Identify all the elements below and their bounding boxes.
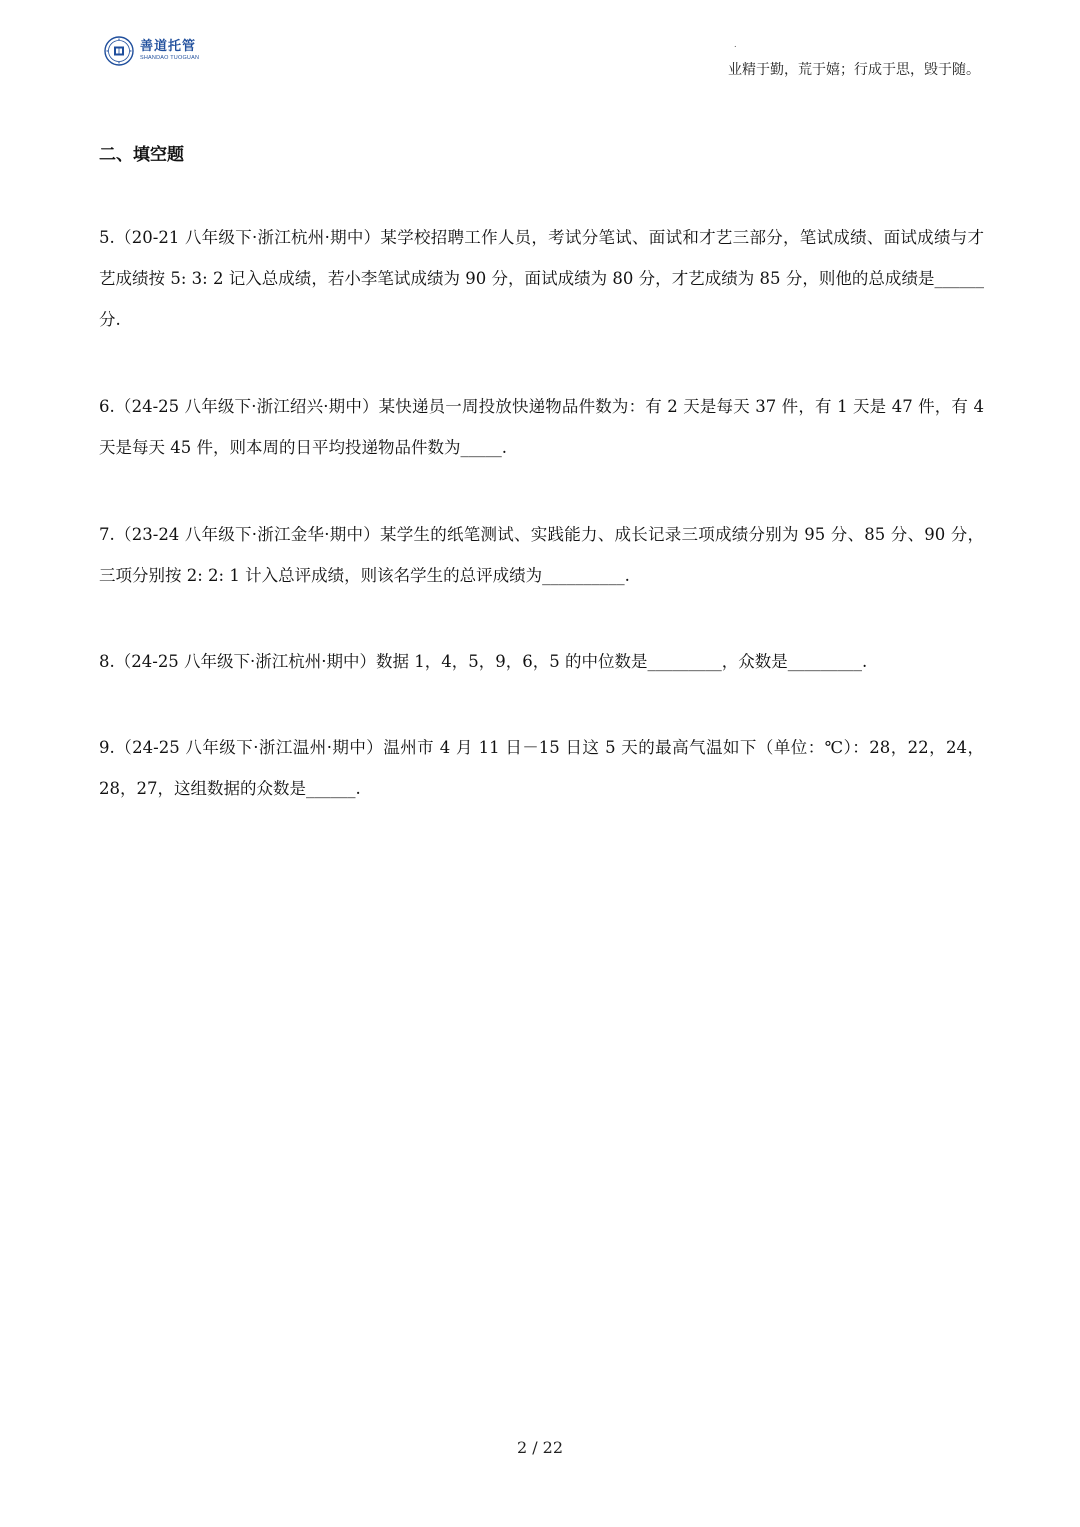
brand-name-english: SHANDAO TUOGUAN: [140, 55, 200, 62]
header-dot: .: [734, 40, 737, 49]
question-6: 6.（24-25 八年级下·浙江绍兴·期中）某快递员一周投放快递物品件数为：有 2 天是每天 37 件，有 1 天是 47 件，有 4 天是每天 45 件，则本周的日平均投递物品件数为_____.: [99, 397, 984, 457]
question-5: 5.（20-21 八年级下·浙江杭州·期中）某学校招聘工作人员，考试分笔试、面试和才艺三部分，笔试成绩、面试成绩与才艺成绩按 5: 3: 2 记入总成绩，若小李笔试成绩为 90 分，面试成绩为 80 分，才艺成绩为 85 分，则他的总成绩是______分.: [99, 228, 984, 329]
header-motto: 业精于勤，荒于嬉；行成于思，毁于随。: [728, 62, 980, 78]
section-title: 二、填空题: [99, 145, 184, 165]
page-number: 2 / 22: [516, 1438, 564, 1457]
question-7: 7.（23-24 八年级下·浙江金华·期中）某学生的纸笔测试、实践能力、成长记录三项成绩分别为 95 分、85 分、90 分，三项分别按 2: 2: 1 计入总评成绩，则该名学生的总评成绩为__________.: [99, 525, 984, 585]
question-9: 9.（24-25 八年级下·浙江温州·期中）温州市 4 月 11 日－15 日这 5 天的最高气温如下（单位：℃）：28，22，24，28，27，这组数据的众数是______.: [99, 738, 984, 798]
brand-name: 善道托管: [140, 39, 197, 55]
page-header: [0, 0, 1080, 90]
question-8: 8.（24-25 八年级下·浙江杭州·期中）数据 1，4，5，9，6，5 的中位数是_________，众数是_________.: [99, 652, 868, 671]
brand-logo: [104, 36, 199, 66]
school-seal-icon: [104, 36, 134, 66]
